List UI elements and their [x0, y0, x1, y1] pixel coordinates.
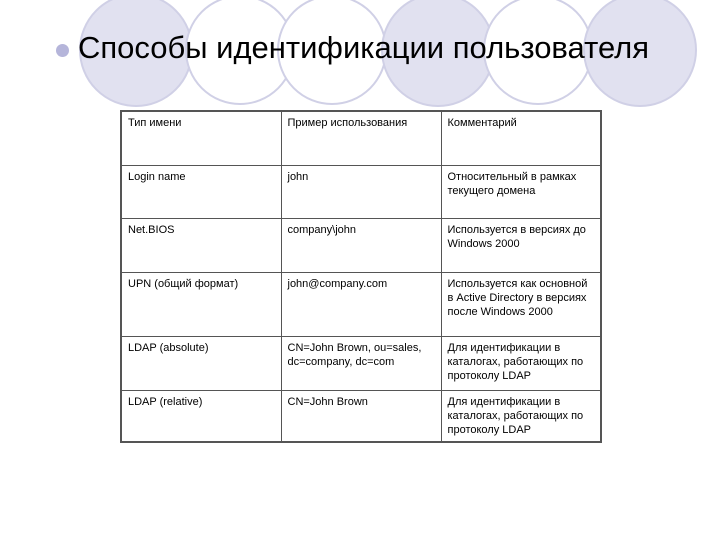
identification-table: [120, 110, 602, 443]
title-row: [56, 26, 649, 70]
table-cell: Для идентификации в каталогах, работающих по протоколу LDAP: [441, 336, 601, 390]
table-cell: CN=John Brown, ou=sales, dc=company, dc=com: [281, 336, 441, 390]
table-cell: LDAP (absolute): [121, 336, 281, 390]
table-cell: Используется в версиях до Windows 2000: [441, 218, 601, 272]
table-cell: Net.BIOS: [121, 218, 281, 272]
header-cell: Пример использования: [281, 111, 441, 165]
header-cell: Тип имени: [121, 111, 281, 165]
table-cell: UPN (общий формат): [121, 272, 281, 336]
table-cell: Для идентификации в каталогах, работающих по протоколу LDAP: [441, 390, 601, 442]
table-row: [121, 390, 601, 442]
table-cell: john@company.com: [281, 272, 441, 336]
table-cell: LDAP (relative): [121, 390, 281, 442]
table-cell: Относительный в рамках текущего домена: [441, 165, 601, 218]
table-cell: Используется как основной в Active Directory в версиях после Windows 2000: [441, 272, 601, 336]
bullet-icon: [56, 44, 69, 57]
table-cell: company\john: [281, 218, 441, 272]
table-row: [121, 272, 601, 336]
header-cell: Комментарий: [441, 111, 601, 165]
table-row: [121, 218, 601, 272]
table-cell: CN=John Brown: [281, 390, 441, 442]
table-header-row: [121, 111, 601, 165]
page-title: Способы идентификации пользователя: [78, 30, 650, 65]
table-row: [121, 165, 601, 218]
table-cell: Login name: [121, 165, 281, 218]
table-cell: john: [281, 165, 441, 218]
table-row: [121, 336, 601, 390]
